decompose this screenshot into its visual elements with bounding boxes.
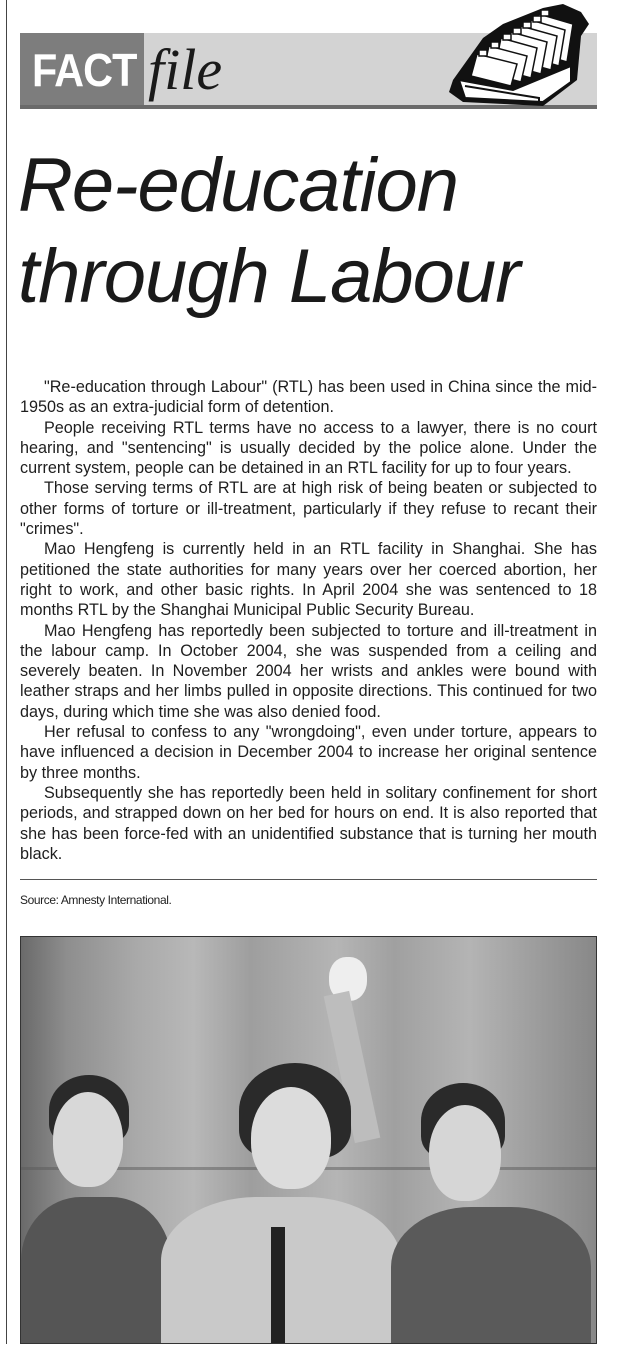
article-paragraph: "Re-education through Labour" (RTL) has been used in China since the mid-1950s as an extra-judicial form of detention. (20, 378, 597, 417)
article-paragraph: Mao Hengfeng has reportedly been subjected to torture and ill-treatment in the labour camp. In October 2004, she was suspended from a ceiling and severely beaten. In November 2004 her wrists and ankles were bound with leather straps and her limbs pulled in opposite directions. This continued for two days, during which time she was also denied food. (20, 621, 597, 721)
article-paragraph: Those serving terms of RTL are at high risk of being beaten or subjected to other forms of torture or ill-treatment, particularly if they refuse to recant their "crimes". (20, 479, 597, 539)
article-paragraph: Her refusal to confess to any "wrongdoing", even under torture, appears to have influenced a decision in December 2004 to increase her original sentence by three months. (20, 723, 597, 782)
headline (18, 140, 618, 322)
card-file-box-icon (443, 2, 593, 110)
article-paragraph: People receiving RTL terms have no access to a lawyer, there is no court hearing, and "sentencing" is usually decided by the police alone. Under the current system, people can be detained in an RTL facility for up to four years. (20, 418, 597, 478)
photo (20, 936, 597, 1344)
page-left-border (6, 0, 7, 1344)
source-divider (20, 879, 597, 880)
file-label: file (148, 37, 223, 102)
article-paragraph: Mao Hengfeng is currently held in an RTL facility in Shanghai. She has petitioned the state authorities for many years over her coerced abortion, her right to work, and other basic rights. In April 2004 she was sentenced to 18 months RTL by the Shanghai Municipal Public Security Bureau. (20, 540, 597, 620)
headline-line-2: through Labour (18, 234, 520, 319)
article-paragraph: Subsequently she has reportedly been held in solitary confinement for short periods, and strapped down on her bed for hours on end. It is also reported that she has been force-fed with an unidentified substance that is turning her mouth black. (20, 783, 597, 863)
article-body (20, 377, 597, 864)
source-credit: Source: Amnesty International. (20, 893, 172, 907)
fact-label: FACT (32, 44, 137, 96)
headline-line-1: Re-education (18, 143, 459, 228)
